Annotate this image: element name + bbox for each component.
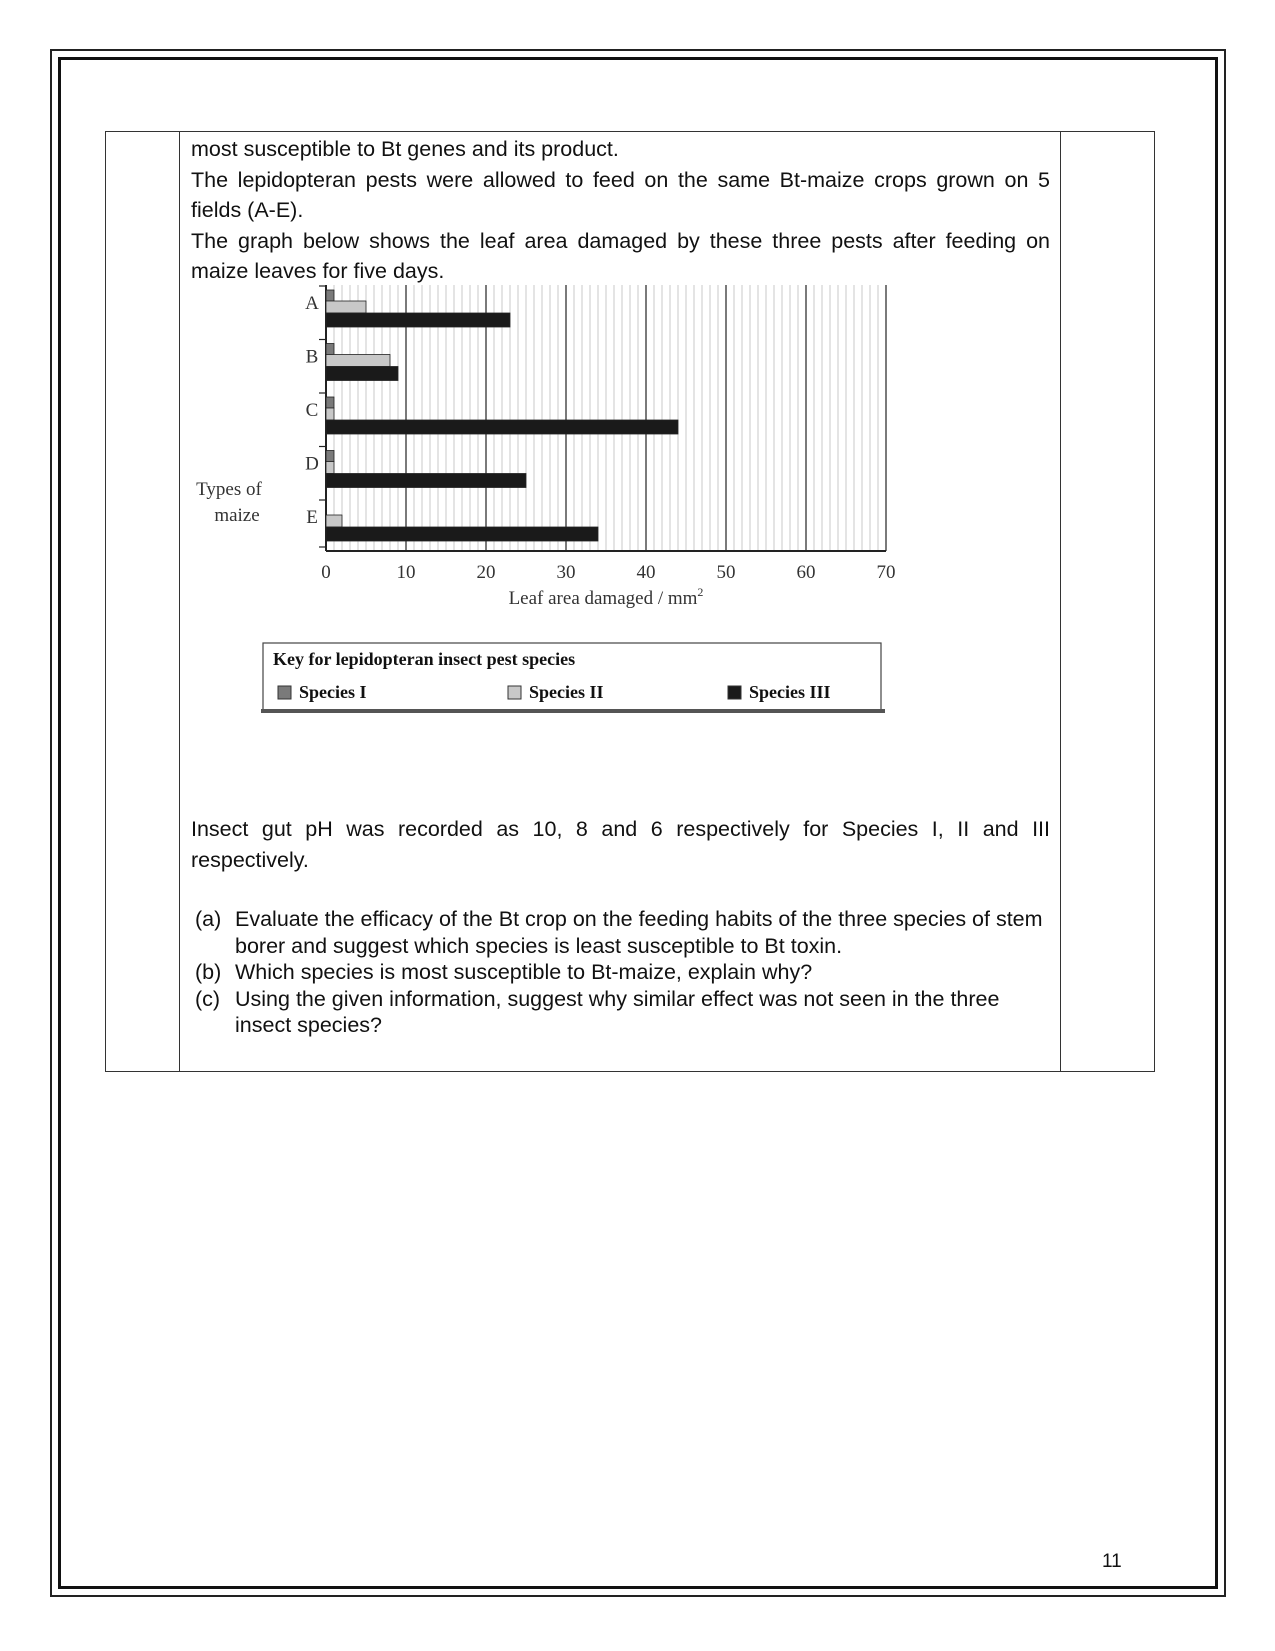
x-tick-label: 60 [796, 562, 816, 583]
legend-title: Key for lepidopteran insect pest species [273, 649, 576, 669]
y-axis-label-line-1: Types of [196, 479, 262, 500]
question-text: Which species is most susceptible to Bt-maize, explain why? [235, 960, 813, 984]
question-marker: (a) [195, 907, 222, 931]
legend-swatch [508, 686, 521, 699]
bar-species-i [326, 397, 334, 408]
y-axis-label-line-2: maize [214, 505, 260, 526]
x-tick-label: 30 [556, 562, 576, 583]
bar-species-i [326, 451, 334, 462]
intro-line-1: most susceptible to Bt genes and its product. [191, 137, 619, 161]
legend-entry-label: Species I [299, 682, 367, 702]
bar-species-i [326, 344, 334, 355]
bar-species-iii [326, 420, 678, 434]
y-category-label: D [305, 453, 319, 475]
bar-species-iii [326, 313, 510, 327]
bar-species-i [326, 290, 334, 301]
legend-swatch [728, 686, 741, 699]
question-list [195, 906, 1055, 1039]
y-category-label: B [305, 346, 319, 368]
x-axis-label: Leaf area damaged / $mm^2$ [508, 585, 704, 609]
gut-ph-statement: Insect gut pH was recorded as 10, 8 and 6 respectively for Species I, II and III respectively. [191, 817, 1050, 872]
question-item-a [195, 906, 1055, 959]
bar-species-ii [326, 462, 334, 474]
bar-species-ii [326, 301, 366, 313]
bar-species-ii [326, 355, 390, 367]
intro-line-3: The graph below shows the leaf area damaged by these three pests after feeding on maize leaves for five days. [191, 228, 1050, 283]
page-number: 11 [1102, 1551, 1122, 1572]
bar-species-ii [326, 408, 334, 420]
legend-entry-label: Species III [749, 682, 831, 702]
y-category-label: C [305, 400, 319, 421]
question-marker: (c) [195, 986, 221, 1011]
x-tick-label: 70 [876, 562, 896, 583]
x-tick-label: 50 [716, 562, 736, 583]
bar-species-iii [326, 527, 598, 541]
question-text: Using the given information, suggest why similar effect was not seen in the three insect species? [235, 986, 1000, 1037]
x-tick-label: 40 [636, 562, 656, 583]
x-axis-label-superscript: 2 [697, 585, 704, 599]
legend-entry-label: Species II [529, 682, 604, 702]
x-tick-label: 0 [321, 562, 331, 583]
question-item-b [195, 959, 1055, 986]
intro-line-2: The lepidopteran pests were allowed to feed on the same Bt-maize crops grown on 5 fields (A-E). [191, 167, 1050, 222]
table-column-divider-right [1060, 132, 1061, 1071]
y-category-label: E [306, 507, 318, 528]
bar-species-ii [326, 515, 342, 527]
x-tick-label: 20 [476, 562, 496, 583]
table-column-divider-left [179, 132, 180, 1071]
bar-species-iii [326, 367, 398, 381]
question-marker: (b) [195, 960, 222, 984]
x-tick-label: 10 [396, 562, 416, 583]
question-intro [191, 134, 1050, 287]
question-text: Evaluate the efficacy of the Bt crop on the feeding habits of the three species of stem borer and suggest which species is least susceptible to Bt toxin. [235, 907, 1043, 958]
question-item-c [195, 986, 1055, 1039]
bar-species-iii [326, 474, 526, 488]
legend-swatch [278, 686, 291, 699]
leaf-damage-bar-chart [191, 285, 971, 765]
y-category-label: A [305, 293, 319, 314]
